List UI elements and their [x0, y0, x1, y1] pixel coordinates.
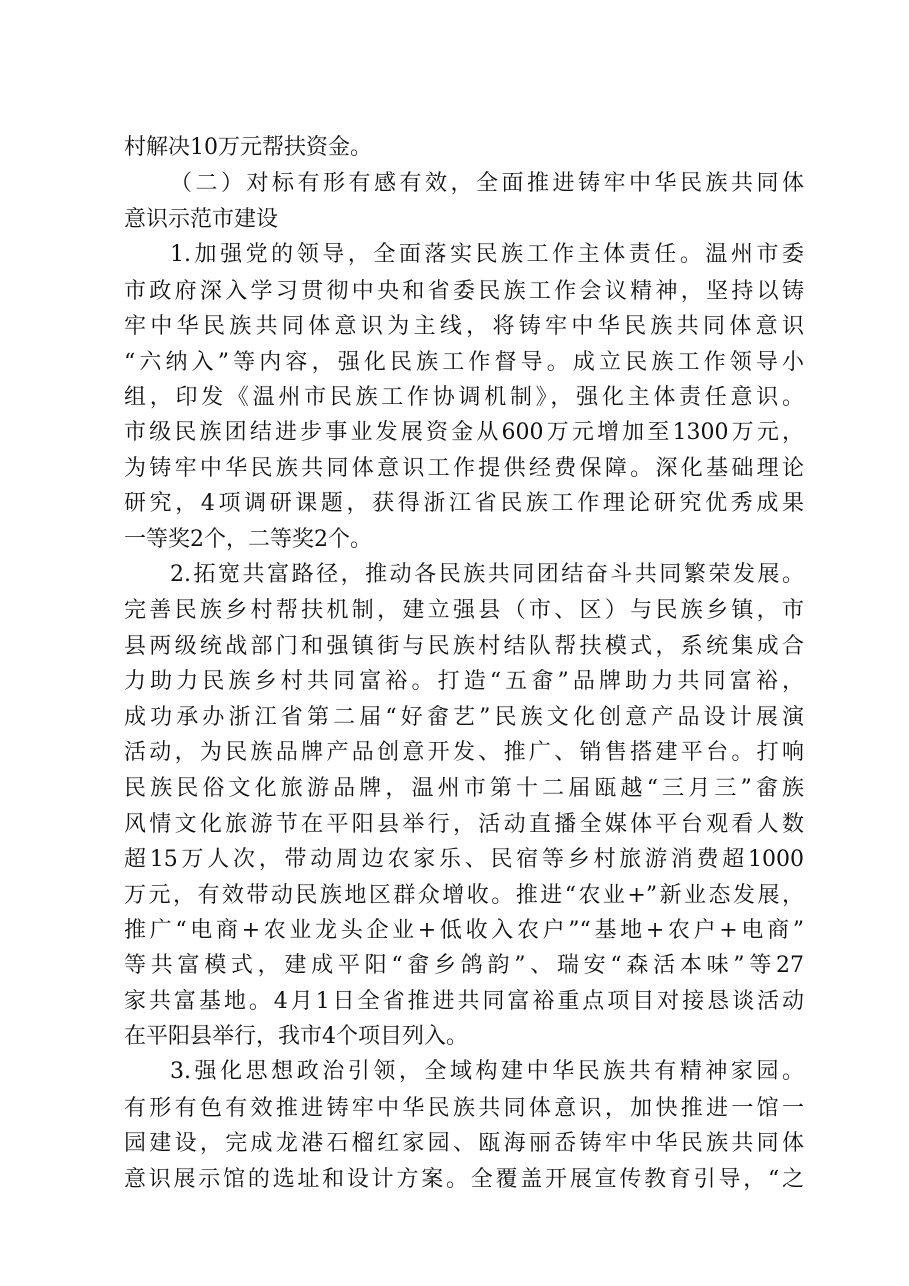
text-line: 推广“电商+农业龙头企业+低收入农户”“基地+农户+电商”: [124, 918, 804, 943]
text-line: 等共富模式，建成平阳“畲乡鸽韵”、瑞安“森活本味”等27: [124, 953, 804, 978]
text-line: 风情文化旅游节在平阳县举行，活动直播全媒体平台观看人数: [124, 812, 804, 837]
text-line: 一等奖2个，二等奖2个。: [124, 527, 372, 552]
text-line: 牢中华民族共同体意识为主线，将铸牢中华民族共同体意识: [124, 314, 804, 339]
text-line: 活动，为民族品牌产品创意开发、推广、销售搭建平台。打响: [124, 740, 804, 765]
text-line: 研究，4项调研课题，获得浙江省民族工作理论研究优秀成果: [124, 491, 804, 516]
text-line: 县两级统战部门和强镇街与民族村结队帮扶模式，系统集成合: [124, 634, 804, 659]
text-line: 意识示范市建设: [124, 207, 279, 232]
text-line: 1.加强党的领导，全面落实民族工作主体责任。温州市委: [170, 242, 804, 267]
text-line: 为铸牢中华民族共同体意识工作提供经费保障。深化基础理论: [124, 456, 804, 481]
text-line: 在平阳县举行，我市4个项目列入。: [124, 1024, 468, 1049]
text-line: 组，印发《温州市民族工作协调机制》，强化主体责任意识。: [124, 385, 804, 410]
text-line: 家共富基地。4月1日全省推进共同富裕重点项目对接恳谈活动: [124, 989, 804, 1014]
text-line: 成功承办浙江省第二届“好畲艺”民族文化创意产品设计展演: [124, 705, 804, 730]
text-line: 2.拓宽共富路径，推动各民族共同团结奋斗共同繁荣发展。: [170, 562, 804, 587]
text-line: 市级民族团结进步事业发展资金从600万元增加至1300万元，: [124, 420, 804, 445]
text-line: 民族民俗文化旅游品牌，温州市第十二届瓯越“三月三”畲族: [124, 776, 804, 801]
text-line: 园建设，完成龙港石榴红家园、瓯海丽岙铸牢中华民族共同体: [124, 1131, 804, 1156]
text-line: 有形有色有效推进铸牢中华民族共同体意识，加快推进一馆一: [124, 1096, 804, 1121]
text-line: 万元，有效带动民族地区群众增收。推进“农业+”新业态发展，: [124, 883, 804, 908]
text-line: （二）对标有形有感有效，全面推进铸牢中华民族共同体: [170, 171, 804, 196]
text-line: 完善民族乡村帮扶机制，建立强县（市、区）与民族乡镇，市: [124, 598, 804, 623]
text-line: 3.强化思想政治引领，全域构建中华民族共有精神家园。: [170, 1059, 804, 1084]
text-line: 村解决10万元帮扶资金。: [124, 135, 372, 160]
text-line: “六纳入”等内容，强化民族工作督导。成立民族工作领导小: [124, 350, 804, 375]
text-line: 超15万人次，带动周边农家乐、民宿等乡村旅游消费超1000: [124, 847, 804, 872]
text-line: 市政府深入学习贯彻中央和省委民族工作会议精神，坚持以铸: [124, 279, 804, 304]
text-line: 力助力民族乡村共同富裕。打造“五畲”品牌助力共同富裕，: [124, 669, 804, 694]
text-line: 意识展示馆的选址和设计方案。全覆盖开展宣传教育引导，“之: [124, 1167, 804, 1192]
